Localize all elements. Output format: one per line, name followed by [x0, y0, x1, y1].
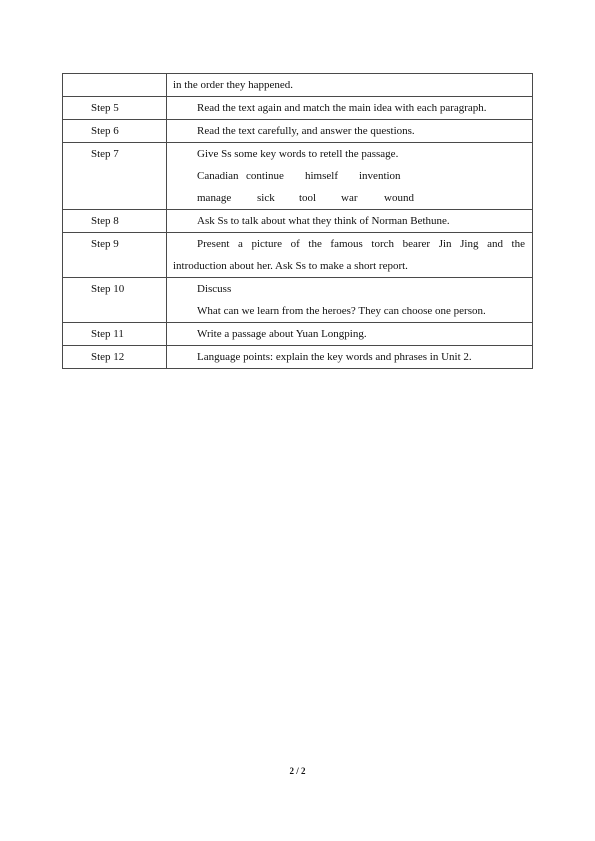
- content-line: Present a picture of the famous torch bearer Jin Jing and the: [197, 238, 525, 250]
- step-content: [167, 323, 533, 346]
- step-label: Step 11: [63, 323, 167, 346]
- step-label: Step 6: [63, 120, 167, 143]
- step-content: [167, 97, 533, 120]
- key-word: Canadian: [197, 170, 239, 182]
- content-line: introduction about her. Ask Ss to make a short report.: [173, 260, 408, 272]
- step-content: [167, 346, 533, 369]
- step-content: [167, 278, 533, 323]
- table-row: [63, 323, 533, 346]
- key-word: continue: [246, 170, 284, 182]
- key-words-row: [173, 165, 525, 187]
- content-line: in the order they happened.: [173, 79, 294, 91]
- step-content: [167, 120, 533, 143]
- lesson-steps-table: [62, 73, 533, 369]
- key-word: manage: [197, 192, 232, 204]
- table-row: [63, 120, 533, 143]
- content-line: Write a passage about Yuan Longping.: [197, 328, 367, 340]
- content-line: Read the text carefully, and answer the questions.: [197, 125, 415, 137]
- content-line: Language points: explain the key words and phrases in Unit 2.: [197, 351, 472, 363]
- table-row: [63, 210, 533, 233]
- key-word: himself: [305, 170, 338, 182]
- key-word: war: [341, 192, 358, 204]
- table-row: [63, 233, 533, 278]
- step-content: [167, 233, 533, 278]
- table-row: [63, 346, 533, 369]
- step-label: Step 10: [63, 278, 167, 323]
- table-row: [63, 143, 533, 210]
- step-label: Step 5: [63, 97, 167, 120]
- step-content: [167, 143, 533, 210]
- key-word: sick: [257, 192, 275, 204]
- content-line: Ask Ss to talk about what they think of Norman Bethune.: [197, 215, 450, 227]
- step-label: Step 8: [63, 210, 167, 233]
- step-content: [167, 74, 533, 97]
- content-line: Discuss: [197, 283, 232, 295]
- page-number: 2 / 2: [289, 766, 306, 776]
- table-row: [63, 278, 533, 323]
- step-label: Step 12: [63, 346, 167, 369]
- step-label: Step 9: [63, 233, 167, 278]
- content-line: Read the text again and match the main idea with each paragraph.: [197, 102, 487, 114]
- content-line: What can we learn from the heroes? They can choose one person.: [197, 305, 486, 317]
- key-word: wound: [384, 192, 414, 204]
- step-content: [167, 210, 533, 233]
- step-label: [63, 74, 167, 97]
- key-words-row: [173, 187, 525, 209]
- table-row: [63, 97, 533, 120]
- content-line: Give Ss some key words to retell the passage.: [197, 148, 399, 160]
- table-row: [63, 74, 533, 97]
- key-word: invention: [359, 170, 401, 182]
- key-word: tool: [299, 192, 317, 204]
- step-label: Step 7: [63, 143, 167, 210]
